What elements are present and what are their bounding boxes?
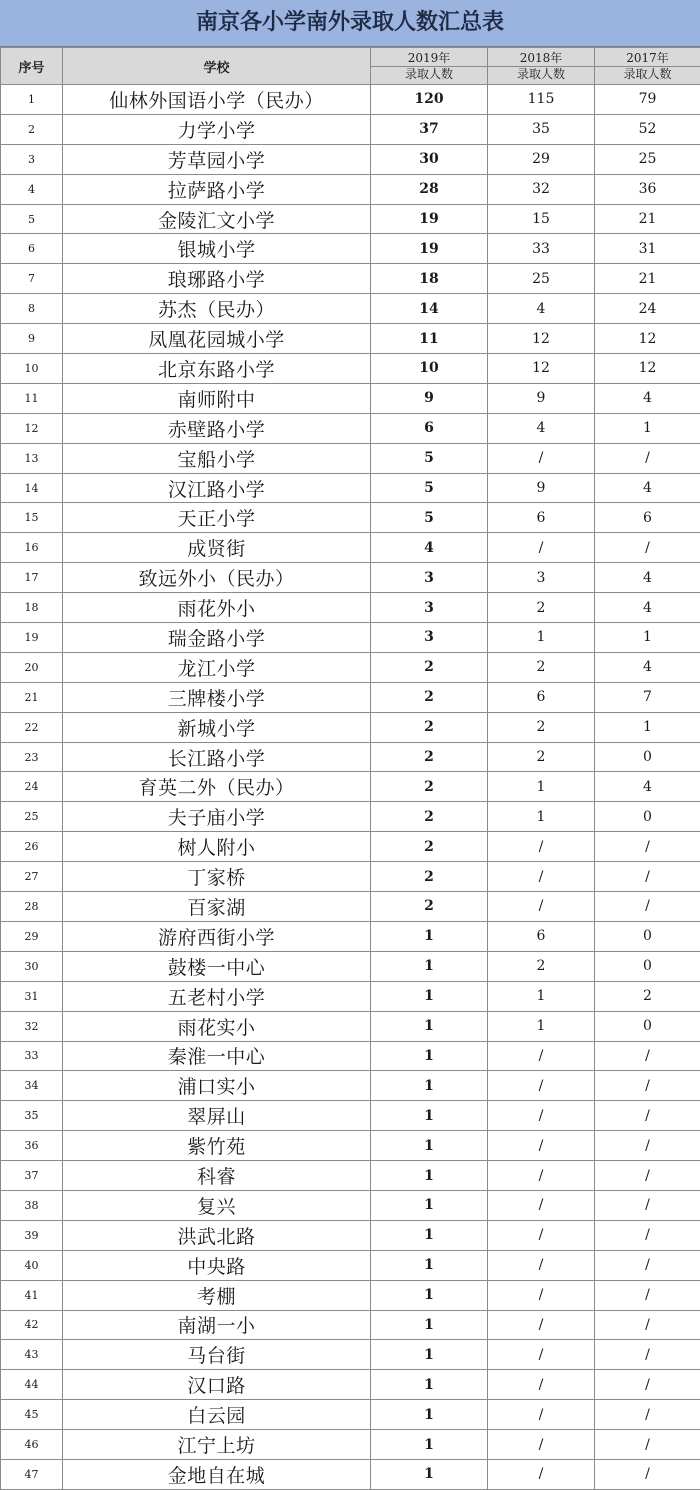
row-2019-count: 3 xyxy=(371,623,488,653)
row-2018-count: / xyxy=(488,1161,595,1191)
row-2018-count: / xyxy=(488,1400,595,1430)
row-index: 12 xyxy=(1,413,63,443)
row-school: 赤壁路小学 xyxy=(63,413,371,443)
table-row xyxy=(1,533,700,563)
row-2018-count: 29 xyxy=(488,144,595,174)
table-row xyxy=(1,1400,700,1430)
row-school: 翠屏山 xyxy=(63,1101,371,1131)
row-2019-count: 1 xyxy=(371,1041,488,1071)
row-2017-count: / xyxy=(595,1430,700,1460)
row-index: 19 xyxy=(1,623,63,653)
row-school: 白云园 xyxy=(63,1400,371,1430)
row-index: 38 xyxy=(1,1190,63,1220)
row-2019-count: 37 xyxy=(371,114,488,144)
row-2018-count: 2 xyxy=(488,593,595,623)
row-index: 30 xyxy=(1,951,63,981)
row-2019-count: 2 xyxy=(371,832,488,862)
row-school: 宝船小学 xyxy=(63,443,371,473)
row-2017-count: 1 xyxy=(595,712,700,742)
row-index: 33 xyxy=(1,1041,63,1071)
row-2017-count: / xyxy=(595,1220,700,1250)
row-index: 27 xyxy=(1,862,63,892)
table-row xyxy=(1,114,700,144)
row-school: 致远外小（民办） xyxy=(63,563,371,593)
row-2018-count: 6 xyxy=(488,503,595,533)
row-2017-count: 0 xyxy=(595,921,700,951)
row-school: 中央路 xyxy=(63,1250,371,1280)
row-2017-count: 12 xyxy=(595,324,700,354)
row-index: 3 xyxy=(1,144,63,174)
row-2018-count: 1 xyxy=(488,981,595,1011)
row-2018-count: 6 xyxy=(488,921,595,951)
row-2017-count: 2 xyxy=(595,981,700,1011)
row-2019-count: 14 xyxy=(371,294,488,324)
table-row xyxy=(1,294,700,324)
row-index: 39 xyxy=(1,1220,63,1250)
row-index: 36 xyxy=(1,1131,63,1161)
admissions-table xyxy=(0,47,700,1490)
row-index: 40 xyxy=(1,1250,63,1280)
row-2018-count: 9 xyxy=(488,383,595,413)
row-index: 26 xyxy=(1,832,63,862)
row-2017-count: 21 xyxy=(595,204,700,234)
row-school: 游府西街小学 xyxy=(63,921,371,951)
row-school: 鼓楼一中心 xyxy=(63,951,371,981)
row-school: 新城小学 xyxy=(63,712,371,742)
row-2019-count: 1 xyxy=(371,1250,488,1280)
table-row xyxy=(1,951,700,981)
row-index: 34 xyxy=(1,1071,63,1101)
row-school: 育英二外（民办） xyxy=(63,772,371,802)
row-2017-count: 0 xyxy=(595,802,700,832)
table-row xyxy=(1,1280,700,1310)
row-2019-count: 1 xyxy=(371,951,488,981)
table-row xyxy=(1,473,700,503)
row-2018-count: 25 xyxy=(488,264,595,294)
table-row xyxy=(1,742,700,772)
table-row xyxy=(1,354,700,384)
row-index: 21 xyxy=(1,682,63,712)
row-2019-count: 10 xyxy=(371,354,488,384)
table-row xyxy=(1,503,700,533)
row-index: 23 xyxy=(1,742,63,772)
row-school: 江宁上坊 xyxy=(63,1430,371,1460)
row-2019-count: 1 xyxy=(371,921,488,951)
row-2019-count: 1 xyxy=(371,1071,488,1101)
row-2018-count: 2 xyxy=(488,742,595,772)
header-2018-label: 录取人数 xyxy=(488,66,594,82)
table-row xyxy=(1,593,700,623)
table-row xyxy=(1,413,700,443)
table-row xyxy=(1,1011,700,1041)
row-school: 汉口路 xyxy=(63,1370,371,1400)
row-2018-count: 2 xyxy=(488,951,595,981)
row-school: 金陵汇文小学 xyxy=(63,204,371,234)
row-index: 16 xyxy=(1,533,63,563)
row-index: 47 xyxy=(1,1459,63,1489)
row-school: 金地自在城 xyxy=(63,1459,371,1489)
row-2017-count: / xyxy=(595,1161,700,1191)
row-index: 29 xyxy=(1,921,63,951)
row-2017-count: 4 xyxy=(595,772,700,802)
table-row xyxy=(1,383,700,413)
row-2017-count: 24 xyxy=(595,294,700,324)
row-2017-count: 12 xyxy=(595,354,700,384)
row-2019-count: 5 xyxy=(371,503,488,533)
row-2018-count: / xyxy=(488,1370,595,1400)
row-2019-count: 1 xyxy=(371,1310,488,1340)
table-row xyxy=(1,443,700,473)
row-index: 5 xyxy=(1,204,63,234)
row-2017-count: / xyxy=(595,1101,700,1131)
row-2018-count: 12 xyxy=(488,324,595,354)
row-2018-count: 35 xyxy=(488,114,595,144)
row-2019-count: 1 xyxy=(371,1131,488,1161)
row-2019-count: 1 xyxy=(371,1459,488,1489)
row-2018-count: / xyxy=(488,1430,595,1460)
row-2017-count: 0 xyxy=(595,1011,700,1041)
row-2019-count: 18 xyxy=(371,264,488,294)
row-2017-count: / xyxy=(595,1071,700,1101)
row-index: 28 xyxy=(1,892,63,922)
row-2017-count: 79 xyxy=(595,85,700,115)
row-index: 20 xyxy=(1,652,63,682)
row-2019-count: 19 xyxy=(371,204,488,234)
row-index: 22 xyxy=(1,712,63,742)
header-2019 xyxy=(371,48,488,85)
row-school: 秦淮一中心 xyxy=(63,1041,371,1071)
row-2017-count: 21 xyxy=(595,264,700,294)
row-school: 马台街 xyxy=(63,1340,371,1370)
row-index: 32 xyxy=(1,1011,63,1041)
row-school: 南湖一小 xyxy=(63,1310,371,1340)
row-school: 考棚 xyxy=(63,1280,371,1310)
row-school: 五老村小学 xyxy=(63,981,371,1011)
row-school: 北京东路小学 xyxy=(63,354,371,384)
row-index: 11 xyxy=(1,383,63,413)
row-2018-count: 12 xyxy=(488,354,595,384)
row-2018-count: 6 xyxy=(488,682,595,712)
table-row xyxy=(1,1161,700,1191)
row-school: 丁家桥 xyxy=(63,862,371,892)
row-2017-count: 31 xyxy=(595,234,700,264)
row-2018-count: / xyxy=(488,443,595,473)
table-row xyxy=(1,1071,700,1101)
row-index: 43 xyxy=(1,1340,63,1370)
table-row xyxy=(1,623,700,653)
row-school: 成贤街 xyxy=(63,533,371,563)
row-2017-count: / xyxy=(595,1370,700,1400)
header-2019-year: 2019年 xyxy=(371,51,487,65)
row-2018-count: / xyxy=(488,1131,595,1161)
row-2017-count: 4 xyxy=(595,593,700,623)
row-2019-count: 30 xyxy=(371,144,488,174)
row-2018-count: 1 xyxy=(488,623,595,653)
row-2017-count: 4 xyxy=(595,473,700,503)
row-index: 44 xyxy=(1,1370,63,1400)
row-2019-count: 2 xyxy=(371,892,488,922)
row-index: 42 xyxy=(1,1310,63,1340)
table-title: 南京各小学南外录取人数汇总表 xyxy=(0,0,700,47)
row-2019-count: 1 xyxy=(371,1220,488,1250)
row-2017-count: 52 xyxy=(595,114,700,144)
table-row xyxy=(1,144,700,174)
row-index: 37 xyxy=(1,1161,63,1191)
row-school: 树人附小 xyxy=(63,832,371,862)
row-school: 百家湖 xyxy=(63,892,371,922)
row-2017-count: / xyxy=(595,533,700,563)
table-row xyxy=(1,712,700,742)
row-school: 南师附中 xyxy=(63,383,371,413)
table-row xyxy=(1,1131,700,1161)
row-2018-count: 15 xyxy=(488,204,595,234)
row-index: 13 xyxy=(1,443,63,473)
row-2019-count: 1 xyxy=(371,1370,488,1400)
row-2019-count: 6 xyxy=(371,413,488,443)
table-row xyxy=(1,1430,700,1460)
table-row xyxy=(1,832,700,862)
row-2018-count: / xyxy=(488,892,595,922)
header-2018 xyxy=(488,48,595,85)
row-2019-count: 1 xyxy=(371,981,488,1011)
row-2019-count: 1 xyxy=(371,1280,488,1310)
row-2017-count: 0 xyxy=(595,951,700,981)
row-school: 洪武北路 xyxy=(63,1220,371,1250)
row-index: 24 xyxy=(1,772,63,802)
table-row xyxy=(1,1101,700,1131)
row-2017-count: 1 xyxy=(595,623,700,653)
row-2019-count: 2 xyxy=(371,652,488,682)
row-2017-count: 4 xyxy=(595,652,700,682)
header-2018-year: 2018年 xyxy=(488,51,594,65)
row-2019-count: 1 xyxy=(371,1190,488,1220)
row-2019-count: 5 xyxy=(371,443,488,473)
row-2017-count: / xyxy=(595,1250,700,1280)
row-school: 汉江路小学 xyxy=(63,473,371,503)
row-2017-count: 7 xyxy=(595,682,700,712)
row-2019-count: 1 xyxy=(371,1430,488,1460)
table-row xyxy=(1,563,700,593)
header-2019-label: 录取人数 xyxy=(371,66,487,82)
row-school: 仙林外国语小学（民办） xyxy=(63,85,371,115)
row-2019-count: 2 xyxy=(371,742,488,772)
row-index: 41 xyxy=(1,1280,63,1310)
row-2017-count: / xyxy=(595,1190,700,1220)
row-2019-count: 1 xyxy=(371,1161,488,1191)
row-2018-count: / xyxy=(488,1340,595,1370)
row-2019-count: 28 xyxy=(371,174,488,204)
row-index: 14 xyxy=(1,473,63,503)
row-school: 雨花外小 xyxy=(63,593,371,623)
row-index: 25 xyxy=(1,802,63,832)
row-2019-count: 19 xyxy=(371,234,488,264)
row-school: 三牌楼小学 xyxy=(63,682,371,712)
row-2017-count: 4 xyxy=(595,563,700,593)
row-school: 龙江小学 xyxy=(63,652,371,682)
table-row xyxy=(1,1220,700,1250)
row-2017-count: / xyxy=(595,1400,700,1430)
row-2019-count: 3 xyxy=(371,593,488,623)
row-2019-count: 2 xyxy=(371,772,488,802)
row-2019-count: 2 xyxy=(371,802,488,832)
row-2019-count: 2 xyxy=(371,862,488,892)
row-2018-count: / xyxy=(488,1459,595,1489)
row-2018-count: 4 xyxy=(488,413,595,443)
table-row xyxy=(1,802,700,832)
row-school: 紫竹苑 xyxy=(63,1131,371,1161)
row-school: 苏杰（民办） xyxy=(63,294,371,324)
table-body xyxy=(1,85,700,1490)
row-school: 浦口实小 xyxy=(63,1071,371,1101)
table-row xyxy=(1,862,700,892)
row-school: 科睿 xyxy=(63,1161,371,1191)
row-index: 9 xyxy=(1,324,63,354)
row-school: 银城小学 xyxy=(63,234,371,264)
table-row xyxy=(1,921,700,951)
row-2017-count: 36 xyxy=(595,174,700,204)
row-index: 46 xyxy=(1,1430,63,1460)
row-2017-count: / xyxy=(595,1041,700,1071)
header-2017-label: 录取人数 xyxy=(595,66,700,82)
row-2017-count: / xyxy=(595,443,700,473)
row-2018-count: / xyxy=(488,1250,595,1280)
row-school: 芳草园小学 xyxy=(63,144,371,174)
row-2018-count: / xyxy=(488,1220,595,1250)
header-school: 学校 xyxy=(63,48,371,85)
row-2018-count: 3 xyxy=(488,563,595,593)
row-2019-count: 2 xyxy=(371,712,488,742)
table-row xyxy=(1,1250,700,1280)
row-2017-count: / xyxy=(595,862,700,892)
row-2018-count: / xyxy=(488,1310,595,1340)
row-index: 4 xyxy=(1,174,63,204)
row-index: 45 xyxy=(1,1400,63,1430)
row-2018-count: / xyxy=(488,1190,595,1220)
row-index: 35 xyxy=(1,1101,63,1131)
row-index: 10 xyxy=(1,354,63,384)
row-2018-count: / xyxy=(488,1101,595,1131)
row-2017-count: 0 xyxy=(595,742,700,772)
table-row xyxy=(1,652,700,682)
table-row xyxy=(1,1340,700,1370)
row-2017-count: / xyxy=(595,892,700,922)
row-school: 长江路小学 xyxy=(63,742,371,772)
row-2017-count: / xyxy=(595,1459,700,1489)
row-2018-count: 1 xyxy=(488,1011,595,1041)
table-row xyxy=(1,772,700,802)
row-2018-count: / xyxy=(488,1280,595,1310)
row-2017-count: / xyxy=(595,832,700,862)
row-2019-count: 2 xyxy=(371,682,488,712)
table-row xyxy=(1,1310,700,1340)
row-index: 6 xyxy=(1,234,63,264)
row-2018-count: 2 xyxy=(488,652,595,682)
row-index: 17 xyxy=(1,563,63,593)
row-2017-count: / xyxy=(595,1131,700,1161)
row-school: 雨花实小 xyxy=(63,1011,371,1041)
row-index: 31 xyxy=(1,981,63,1011)
row-2018-count: / xyxy=(488,1071,595,1101)
row-index: 15 xyxy=(1,503,63,533)
row-index: 1 xyxy=(1,85,63,115)
row-2017-count: 6 xyxy=(595,503,700,533)
row-2018-count: 9 xyxy=(488,473,595,503)
row-2017-count: 25 xyxy=(595,144,700,174)
table-row xyxy=(1,174,700,204)
table-row xyxy=(1,1041,700,1071)
row-2019-count: 5 xyxy=(371,473,488,503)
row-2018-count: 4 xyxy=(488,294,595,324)
table-row xyxy=(1,324,700,354)
row-index: 8 xyxy=(1,294,63,324)
header-index: 序号 xyxy=(1,48,63,85)
table-row xyxy=(1,204,700,234)
row-2018-count: / xyxy=(488,533,595,563)
row-2019-count: 9 xyxy=(371,383,488,413)
row-2018-count: 1 xyxy=(488,802,595,832)
row-2017-count: / xyxy=(595,1310,700,1340)
row-school: 琅琊路小学 xyxy=(63,264,371,294)
table-row xyxy=(1,682,700,712)
row-school: 力学小学 xyxy=(63,114,371,144)
table-row xyxy=(1,981,700,1011)
row-2018-count: / xyxy=(488,832,595,862)
table-row xyxy=(1,892,700,922)
row-school: 拉萨路小学 xyxy=(63,174,371,204)
table-row xyxy=(1,1370,700,1400)
header-2017 xyxy=(595,48,700,85)
row-2018-count: 32 xyxy=(488,174,595,204)
table-row xyxy=(1,264,700,294)
row-2018-count: 33 xyxy=(488,234,595,264)
row-2019-count: 1 xyxy=(371,1340,488,1370)
row-2019-count: 1 xyxy=(371,1101,488,1131)
header-2017-year: 2017年 xyxy=(595,51,700,65)
row-2019-count: 1 xyxy=(371,1400,488,1430)
table-row xyxy=(1,85,700,115)
row-2017-count: 4 xyxy=(595,383,700,413)
row-2018-count: 115 xyxy=(488,85,595,115)
row-school: 复兴 xyxy=(63,1190,371,1220)
row-index: 18 xyxy=(1,593,63,623)
row-2018-count: 1 xyxy=(488,772,595,802)
row-2019-count: 3 xyxy=(371,563,488,593)
table-row xyxy=(1,1190,700,1220)
row-index: 2 xyxy=(1,114,63,144)
row-school: 夫子庙小学 xyxy=(63,802,371,832)
row-school: 天正小学 xyxy=(63,503,371,533)
row-2017-count: / xyxy=(595,1280,700,1310)
table-row xyxy=(1,234,700,264)
row-2017-count: 1 xyxy=(595,413,700,443)
row-2017-count: / xyxy=(595,1340,700,1370)
row-2019-count: 1 xyxy=(371,1011,488,1041)
row-2018-count: 2 xyxy=(488,712,595,742)
row-2019-count: 4 xyxy=(371,533,488,563)
row-index: 7 xyxy=(1,264,63,294)
row-school: 凤凰花园城小学 xyxy=(63,324,371,354)
row-2019-count: 11 xyxy=(371,324,488,354)
header-row xyxy=(1,48,700,85)
row-2019-count: 120 xyxy=(371,85,488,115)
row-2018-count: / xyxy=(488,862,595,892)
row-2018-count: / xyxy=(488,1041,595,1071)
row-school: 瑞金路小学 xyxy=(63,623,371,653)
